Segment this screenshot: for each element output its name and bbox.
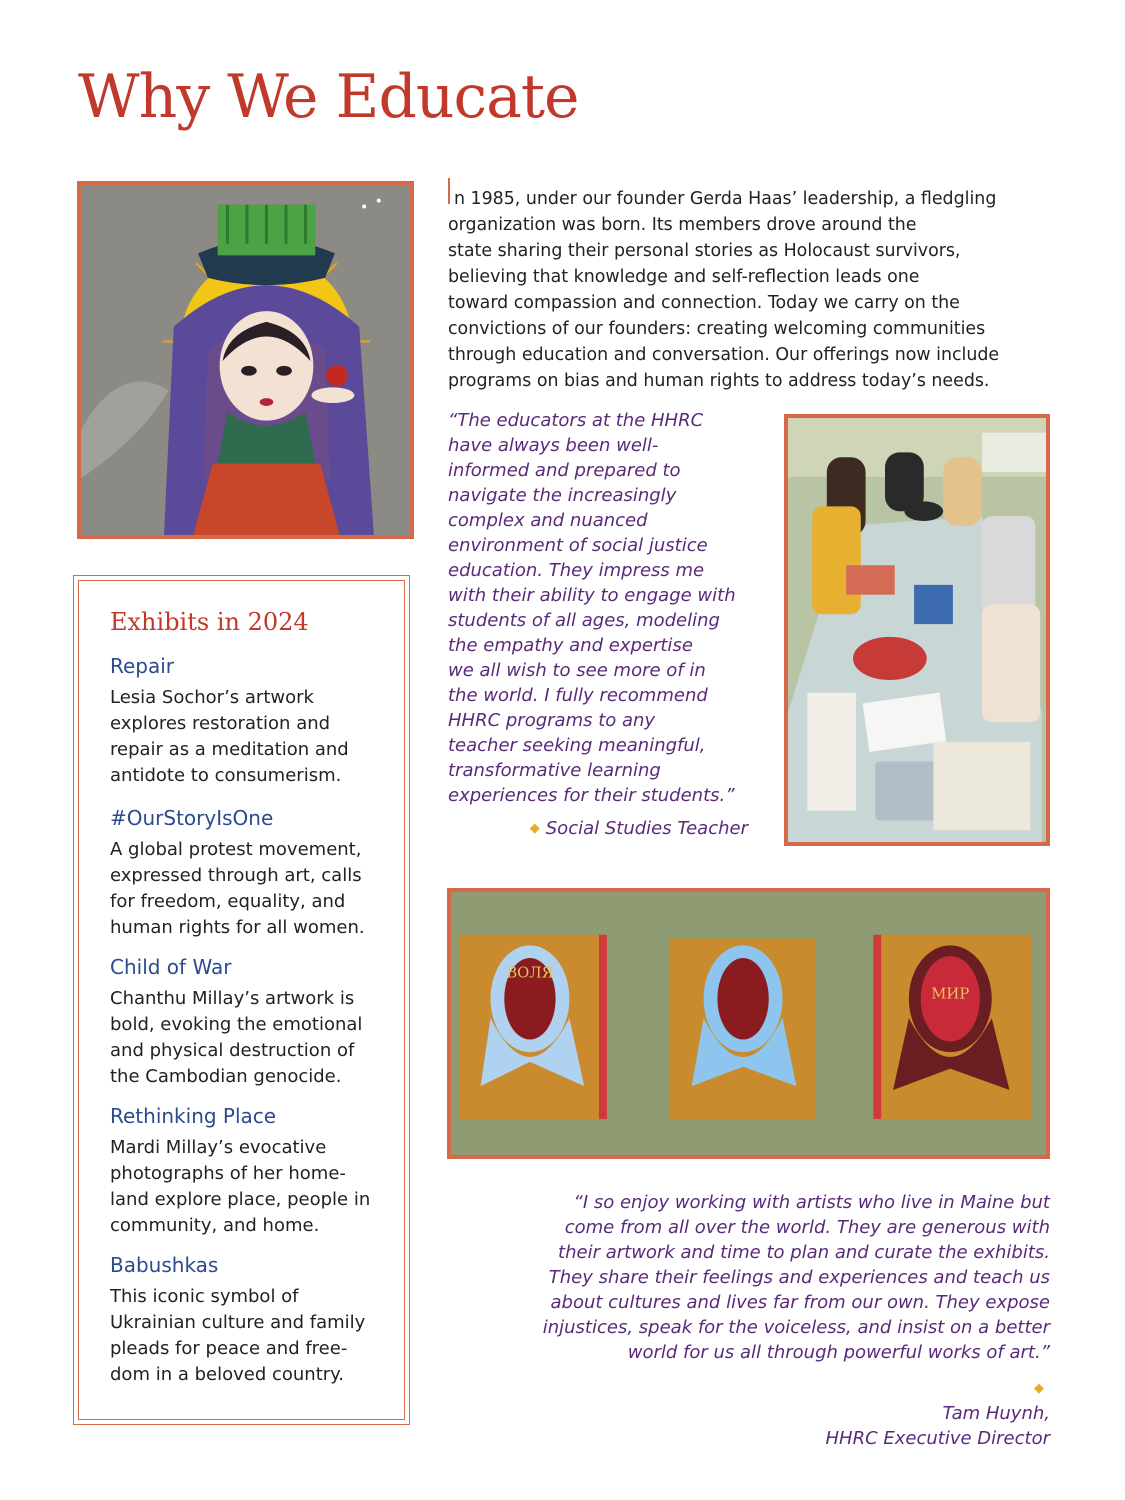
intro-line: convictions of our founders: creating welcoming communities: [448, 319, 986, 339]
exhibit-name: Repair: [110, 654, 175, 678]
diamond-bullet-icon: ◆: [529, 821, 540, 836]
intro-line: programs on bias and human rights to address today’s needs.: [448, 371, 990, 391]
quote-line: They share their feelings and experiences and teach us: [548, 1267, 1050, 1288]
director-quote: [490, 1190, 1050, 1365]
exhibit-child-of-war: [110, 954, 390, 1090]
attribution-name-line: [826, 1376, 1050, 1426]
intro-line: organization was born. Its members drove around the: [448, 215, 917, 235]
intro-line: believing that knowledge and self-reflection leads one: [448, 267, 920, 287]
exhibit-description: [110, 837, 390, 941]
quote-line: “I so enjoy working with artists who live in Maine but: [573, 1192, 1050, 1213]
desc-line: repair as a meditation and: [110, 739, 349, 760]
desc-line: the Cambodian genocide.: [110, 1066, 342, 1087]
painting-word-peace: МИР: [931, 985, 970, 1003]
exhibit-name: Babushkas: [110, 1253, 219, 1277]
intro-line: through education and conversation. Our offerings now include: [448, 345, 1000, 365]
quote-line: “The educators at the HHRC: [448, 410, 704, 431]
desc-line: dom in a beloved country.: [110, 1364, 344, 1385]
artwork-woman-image: [77, 181, 414, 539]
desc-line: This iconic symbol of: [110, 1286, 299, 1307]
exhibit-name: #OurStoryIsOne: [110, 806, 274, 830]
quote-line: world for us all through powerful works of art.”: [627, 1342, 1050, 1363]
page-title: Why We Educate: [78, 62, 579, 132]
quote-line: about cultures and lives far from our own. They expose: [550, 1292, 1050, 1313]
quote-line: informed and prepared to: [448, 460, 681, 481]
exhibit-babushkas: [110, 1252, 390, 1388]
desc-line: Lesia Sochor’s artwork: [110, 687, 314, 708]
intro-line: toward compassion and connection. Today we carry on the: [448, 293, 960, 313]
quote-line: experiences for their students.”: [448, 785, 735, 806]
desc-line: human rights for all women.: [110, 917, 365, 938]
exhibit-description: [110, 986, 390, 1090]
desc-line: bold, evoking the emotional: [110, 1014, 363, 1035]
quote-line: come from all over the world. They are generous with: [564, 1217, 1050, 1238]
quote-line: the empathy and expertise: [448, 635, 693, 656]
exhibits-heading: Exhibits in 2024: [110, 608, 309, 636]
exhibit-repair: [110, 653, 390, 789]
desc-line: and physical destruction of: [110, 1040, 355, 1061]
diamond-bullet-icon: ◆: [1034, 1381, 1044, 1396]
quote-line: have always been well-: [448, 435, 659, 456]
exhibit-description: [110, 1284, 390, 1388]
quote-line: education. They impress me: [448, 560, 705, 581]
teacher-quote-attribution: [448, 818, 748, 839]
intro-line: state sharing their personal stories as Holocaust survivors,: [448, 241, 961, 261]
desc-line: expressed through art, calls: [110, 865, 362, 886]
desc-line: Chanthu Millay’s artwork is: [110, 988, 355, 1009]
teacher-quote: [448, 408, 758, 808]
desc-line: photographs of her home-: [110, 1163, 346, 1184]
quote-line: teacher seeking meaningful,: [448, 735, 706, 756]
intro-line: n 1985, under our founder Gerda Haas’ leadership, a fledgling: [454, 189, 997, 209]
quote-line: injustices, speak for the voiceless, and insist on a better: [542, 1317, 1050, 1338]
workshop-photo: [784, 414, 1050, 846]
desc-line: Ukrainian culture and family: [110, 1312, 366, 1333]
exhibit-description: [110, 1135, 390, 1239]
quote-line: navigate the increasingly: [448, 485, 677, 506]
attribution-text: Social Studies Teacher: [545, 818, 748, 839]
babushka-paintings-photo: [447, 888, 1050, 1159]
exhibit-description: [110, 685, 390, 789]
desc-line: Mardi Millay’s evocative: [110, 1137, 327, 1158]
attribution-name: Tam Huynh,: [942, 1403, 1050, 1424]
exhibit-name: Rethinking Place: [110, 1104, 277, 1128]
quote-line: their artwork and time to plan and curate the exhibits.: [558, 1242, 1050, 1263]
desc-line: for freedom, equality, and: [110, 891, 346, 912]
attribution-title: HHRC Executive Director: [825, 1428, 1050, 1449]
painting-word-freedom: [506, 965, 553, 982]
intro-paragraph: [448, 178, 1048, 394]
desc-line: antidote to consumerism.: [110, 765, 342, 786]
quote-line: transformative learning: [448, 760, 661, 781]
desc-line: pleads for peace and free-: [110, 1338, 348, 1359]
exhibit-rethinking-place: [110, 1103, 390, 1239]
desc-line: A global protest movement,: [110, 839, 362, 860]
drop-cap-line: [448, 178, 1048, 212]
quote-line: students of all ages, modeling: [448, 610, 720, 631]
quote-line: complex and nuanced: [448, 510, 648, 531]
painting-letter: ВОЛЯ: [506, 964, 554, 982]
director-quote-attribution: [826, 1376, 1050, 1451]
quote-line: we all wish to see more of in: [448, 660, 706, 681]
desc-line: land explore place, people in: [110, 1189, 371, 1210]
quote-line: the world. I fully recommend: [448, 685, 708, 706]
desc-line: explores restoration and: [110, 713, 331, 734]
exhibit-ourstoryisone: [110, 805, 390, 941]
exhibit-name: Child of War: [110, 955, 232, 979]
quote-line: with their ability to engage with: [448, 585, 736, 606]
quote-line: HHRC programs to any: [448, 710, 656, 731]
quote-line: environment of social justice: [448, 535, 708, 556]
desc-line: community, and home.: [110, 1215, 320, 1236]
